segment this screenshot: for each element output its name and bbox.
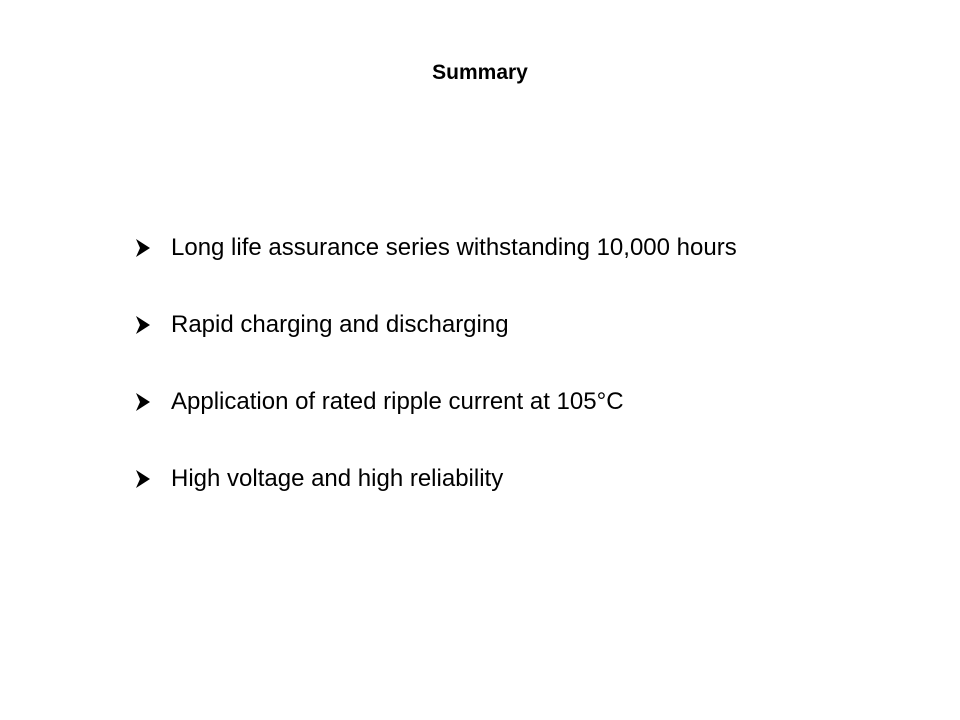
bullet-text: Rapid charging and discharging (171, 311, 509, 338)
bullet-text: Long life assurance series withstanding 10,000 hours (171, 234, 737, 261)
bullet-text: High voltage and high reliability (171, 465, 504, 492)
arrow-bullet-icon (136, 393, 150, 411)
arrow-bullet-icon (136, 470, 150, 488)
arrow-bullet-icon (136, 239, 150, 257)
arrow-bullet-icon (136, 316, 150, 334)
bullet-text: Application of rated ripple current at 105°C (171, 388, 624, 415)
bullet-item (136, 307, 737, 343)
bullet-item (136, 230, 737, 266)
bullet-item (136, 384, 737, 420)
bullet-item (136, 461, 737, 497)
bullet-list (136, 230, 737, 497)
slide-title: Summary (432, 61, 528, 84)
